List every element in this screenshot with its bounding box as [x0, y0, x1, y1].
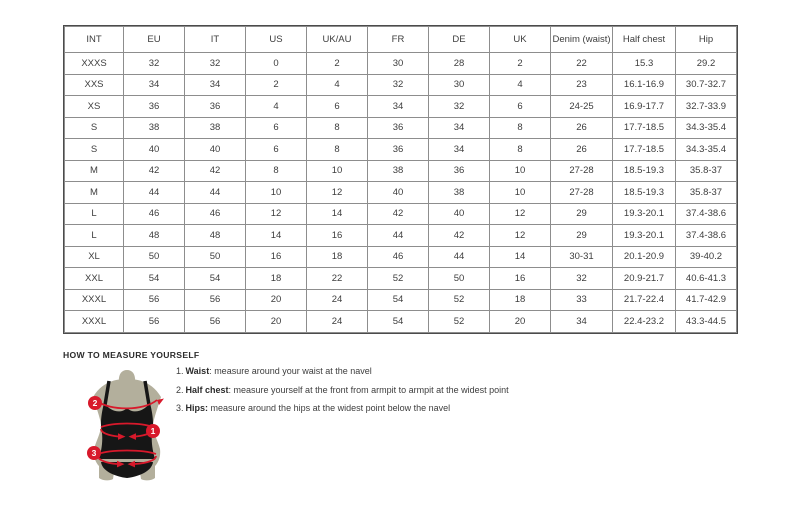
- table-row: [65, 117, 737, 139]
- table-cell: 32: [429, 96, 490, 118]
- step-number: 3.: [176, 403, 184, 413]
- table-row: [65, 53, 737, 75]
- table-cell: XXS: [65, 74, 124, 96]
- step-number: 2.: [176, 384, 184, 395]
- table-cell: 14: [307, 203, 368, 225]
- table-cell: 18: [307, 246, 368, 268]
- column-header-fr: FR: [368, 27, 429, 53]
- size-chart-table: [64, 26, 737, 333]
- table-cell: 46: [185, 203, 246, 225]
- table-cell: 32: [368, 74, 429, 96]
- table-cell: 37.4-38.6: [676, 203, 737, 225]
- table-cell: 16: [246, 246, 307, 268]
- table-cell: 28: [429, 53, 490, 75]
- table-cell: 14: [490, 246, 551, 268]
- table-cell: 0: [246, 53, 307, 75]
- table-cell: 52: [429, 311, 490, 333]
- table-row: [65, 203, 737, 225]
- table-cell: 34: [185, 74, 246, 96]
- table-cell: 38: [429, 182, 490, 204]
- table-cell: 34: [368, 96, 429, 118]
- table-cell: 24: [307, 289, 368, 311]
- table-cell: 54: [368, 289, 429, 311]
- table-cell: 54: [124, 268, 185, 290]
- table-cell: 32: [124, 53, 185, 75]
- table-cell: 27-28: [551, 160, 613, 182]
- table-cell: 27-28: [551, 182, 613, 204]
- column-header-denim-waist-: Denim (waist): [551, 27, 613, 53]
- table-cell: 34.3-35.4: [676, 117, 737, 139]
- table-cell: 40: [368, 182, 429, 204]
- table-cell: 19.3-20.1: [613, 225, 676, 247]
- table-cell: S: [65, 139, 124, 161]
- table-cell: 50: [429, 268, 490, 290]
- table-cell: 36: [368, 117, 429, 139]
- table-cell: 16.1-16.9: [613, 74, 676, 96]
- table-cell: 54: [368, 311, 429, 333]
- table-cell: XL: [65, 246, 124, 268]
- table-cell: 56: [124, 289, 185, 311]
- table-cell: 14: [246, 225, 307, 247]
- table-cell: 21.7-22.4: [613, 289, 676, 311]
- step-number: 1.: [176, 366, 184, 376]
- table-cell: 35.8-37: [676, 182, 737, 204]
- badge-hips-number: 3: [91, 448, 97, 459]
- table-cell: 35.8-37: [676, 160, 737, 182]
- table-cell: 44: [368, 225, 429, 247]
- table-row: [65, 96, 737, 118]
- table-cell: 54: [185, 268, 246, 290]
- step-label: Half chest: [185, 384, 229, 395]
- column-header-eu: EU: [124, 27, 185, 53]
- table-cell: 23: [551, 74, 613, 96]
- table-cell: 16.9-17.7: [613, 96, 676, 118]
- table-cell: 4: [490, 74, 551, 96]
- column-header-half-chest: Half chest: [613, 27, 676, 53]
- table-row: [65, 139, 737, 161]
- table-cell: 32: [551, 268, 613, 290]
- table-cell: 42: [368, 203, 429, 225]
- column-header-de: DE: [429, 27, 490, 53]
- table-cell: 6: [246, 117, 307, 139]
- table-row: [65, 225, 737, 247]
- table-cell: 38: [185, 117, 246, 139]
- table-cell: 6: [490, 96, 551, 118]
- measure-step-half-chest: [176, 385, 509, 396]
- table-cell: 20: [490, 311, 551, 333]
- table-cell: 30: [368, 53, 429, 75]
- table-cell: L: [65, 225, 124, 247]
- table-cell: 15.3: [613, 53, 676, 75]
- table-cell: 19.3-20.1: [613, 203, 676, 225]
- table-cell: 33: [551, 289, 613, 311]
- mannequin-illustration: [80, 369, 175, 482]
- table-cell: 44: [124, 182, 185, 204]
- table-cell: XXXL: [65, 311, 124, 333]
- table-cell: 29.2: [676, 53, 737, 75]
- table-cell: XXL: [65, 268, 124, 290]
- step-text: : measure around your waist at the navel: [209, 366, 372, 376]
- table-cell: 42: [429, 225, 490, 247]
- table-cell: 40: [429, 203, 490, 225]
- table-cell: 46: [368, 246, 429, 268]
- table-cell: L: [65, 203, 124, 225]
- table-cell: 36: [185, 96, 246, 118]
- step-label: Waist: [185, 366, 210, 376]
- table-cell: 52: [429, 289, 490, 311]
- table-cell: 32.7-33.9: [676, 96, 737, 118]
- table-header-row: [65, 27, 737, 53]
- size-chart-table-container: [63, 25, 738, 334]
- table-cell: 18: [246, 268, 307, 290]
- table-cell: 12: [490, 203, 551, 225]
- table-cell: 18: [490, 289, 551, 311]
- table-cell: 36: [429, 160, 490, 182]
- table-row: [65, 160, 737, 182]
- table-cell: 6: [246, 139, 307, 161]
- column-header-it: IT: [185, 27, 246, 53]
- table-cell: 34: [429, 117, 490, 139]
- table-cell: 40: [185, 139, 246, 161]
- table-cell: 56: [185, 311, 246, 333]
- table-cell: 30.7-32.7: [676, 74, 737, 96]
- table-cell: 2: [246, 74, 307, 96]
- table-cell: 2: [490, 53, 551, 75]
- table-row: [65, 311, 737, 333]
- table-cell: 37.4-38.6: [676, 225, 737, 247]
- table-cell: 36: [368, 139, 429, 161]
- measure-step-hips: [176, 403, 509, 414]
- step-text: measure around the hips at the widest point below the navel: [208, 403, 451, 413]
- table-cell: 17.7-18.5: [613, 117, 676, 139]
- table-cell: 56: [185, 289, 246, 311]
- badge-chest-number: 2: [92, 398, 98, 409]
- measure-step-waist: [176, 366, 509, 377]
- table-cell: 30-31: [551, 246, 613, 268]
- table-cell: 32: [185, 53, 246, 75]
- table-cell: 30: [429, 74, 490, 96]
- column-header-hip: Hip: [676, 27, 737, 53]
- table-cell: 44: [429, 246, 490, 268]
- table-cell: 8: [307, 117, 368, 139]
- table-cell: 29: [551, 203, 613, 225]
- table-cell: 8: [490, 117, 551, 139]
- table-cell: 34: [551, 311, 613, 333]
- table-cell: 20: [246, 311, 307, 333]
- table-cell: 8: [246, 160, 307, 182]
- table-cell: 26: [551, 117, 613, 139]
- table-cell: 22: [307, 268, 368, 290]
- table-cell: 34: [429, 139, 490, 161]
- table-cell: 34.3-35.4: [676, 139, 737, 161]
- table-cell: 4: [246, 96, 307, 118]
- table-cell: 48: [124, 225, 185, 247]
- table-cell: 8: [307, 139, 368, 161]
- table-cell: XS: [65, 96, 124, 118]
- table-cell: 44: [185, 182, 246, 204]
- column-header-uk: UK: [490, 27, 551, 53]
- table-cell: 12: [490, 225, 551, 247]
- table-cell: 4: [307, 74, 368, 96]
- table-cell: 24: [307, 311, 368, 333]
- table-cell: 40: [124, 139, 185, 161]
- table-row: [65, 289, 737, 311]
- measure-section-title: HOW TO MEASURE YOURSELF: [63, 350, 200, 360]
- step-label: Hips:: [185, 403, 209, 413]
- table-cell: S: [65, 117, 124, 139]
- table-cell: 10: [246, 182, 307, 204]
- column-header-us: US: [246, 27, 307, 53]
- table-cell: 20.9-21.7: [613, 268, 676, 290]
- table-cell: XXXS: [65, 53, 124, 75]
- measure-steps-list: [176, 366, 509, 422]
- table-cell: 48: [185, 225, 246, 247]
- table-cell: 10: [307, 160, 368, 182]
- table-cell: 16: [307, 225, 368, 247]
- table-cell: 38: [368, 160, 429, 182]
- table-cell: 10: [490, 182, 551, 204]
- table-cell: 12: [246, 203, 307, 225]
- table-cell: 24-25: [551, 96, 613, 118]
- table-cell: 6: [307, 96, 368, 118]
- table-cell: 56: [124, 311, 185, 333]
- table-cell: 26: [551, 139, 613, 161]
- column-header-int: INT: [65, 27, 124, 53]
- table-cell: 18.5-19.3: [613, 182, 676, 204]
- table-cell: 41.7-42.9: [676, 289, 737, 311]
- table-cell: 43.3-44.5: [676, 311, 737, 333]
- table-row: [65, 182, 737, 204]
- table-cell: 2: [307, 53, 368, 75]
- table-cell: 36: [124, 96, 185, 118]
- table-cell: 8: [490, 139, 551, 161]
- table-cell: M: [65, 160, 124, 182]
- step-text: : measure yourself at the front from armpit to armpit at the widest point: [228, 384, 509, 395]
- table-cell: 50: [185, 246, 246, 268]
- table-cell: 22: [551, 53, 613, 75]
- table-cell: 12: [307, 182, 368, 204]
- table-cell: XXXL: [65, 289, 124, 311]
- table-cell: M: [65, 182, 124, 204]
- table-cell: 40.6-41.3: [676, 268, 737, 290]
- table-row: [65, 268, 737, 290]
- table-row: [65, 74, 737, 96]
- measurement-figure: [80, 369, 175, 482]
- table-cell: 46: [124, 203, 185, 225]
- table-cell: 42: [124, 160, 185, 182]
- table-cell: 29: [551, 225, 613, 247]
- table-cell: 10: [490, 160, 551, 182]
- column-header-uk-au: UK/AU: [307, 27, 368, 53]
- table-row: [65, 246, 737, 268]
- table-cell: 16: [490, 268, 551, 290]
- table-cell: 17.7-18.5: [613, 139, 676, 161]
- table-cell: 22.4-23.2: [613, 311, 676, 333]
- badge-waist-number: 1: [150, 426, 156, 437]
- table-cell: 39-40.2: [676, 246, 737, 268]
- table-cell: 52: [368, 268, 429, 290]
- table-cell: 42: [185, 160, 246, 182]
- table-cell: 18.5-19.3: [613, 160, 676, 182]
- table-cell: 34: [124, 74, 185, 96]
- table-cell: 20.1-20.9: [613, 246, 676, 268]
- table-cell: 50: [124, 246, 185, 268]
- table-cell: 20: [246, 289, 307, 311]
- table-cell: 38: [124, 117, 185, 139]
